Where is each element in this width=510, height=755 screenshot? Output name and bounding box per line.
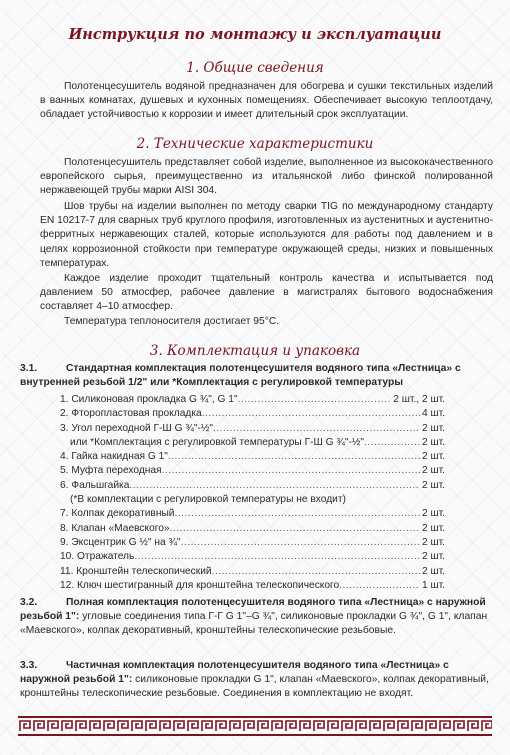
kit-item-quantity: 2 шт.	[421, 508, 445, 520]
kit-item-name: или *Комплектация с регулировкой температуры Г-Ш G ¾"-½"	[70, 436, 365, 448]
section-2-paragraph-2	[40, 200, 493, 271]
kit-item-quantity: 2 шт.	[421, 465, 445, 477]
section-2-paragraph-3	[40, 272, 493, 315]
kit-item-name: 5. Муфта переходная	[60, 465, 162, 477]
kit-item-leader-dots	[202, 407, 420, 421]
greek-key-border	[18, 716, 492, 736]
kit-item	[60, 393, 445, 407]
kit-item	[60, 550, 445, 564]
kit-item	[60, 507, 445, 521]
kit-item-leader-dots	[174, 507, 419, 521]
kit-item-leader-dots	[129, 479, 420, 493]
kit-item-leader-dots	[181, 536, 420, 550]
section-2-text-4: Температура теплоносителя достигает 95°С.	[64, 316, 280, 327]
kit-item	[60, 436, 445, 450]
kit-item-leader-dots	[168, 450, 420, 464]
kit-item-name: 9. Эксцентрик G ½" на ¾"	[60, 536, 181, 548]
subsection-3-3-title: Частичная комплектация полотенцесушителя водяного типа «Лестница» с наружной резьбой 1":	[20, 660, 449, 685]
kit-items-list	[60, 393, 445, 593]
kit-item-name: 2. Фторопластовая прокладка	[60, 408, 202, 420]
subsection-3-2-title: Полная комплектация полотенцесушителя водяного типа «Лестница» с наружной резьбой 1":	[20, 597, 486, 622]
kit-item-name: 10. Отражатель	[60, 551, 135, 563]
section-1-text: Полотенцесушитель водяной предназначен для обогрева и сушки текстильных изделий в ванных комнатах, душевых и кухонных помещениях. Обеспечивает высокую теплоотдачу, обладает устойчивостью к коррозии и имеет длительный срок эксплуатации.	[40, 81, 493, 121]
kit-item	[60, 536, 445, 550]
kit-item-quantity: 2 шт.	[421, 451, 445, 463]
kit-item-leader-dots	[364, 436, 420, 450]
kit-item	[60, 450, 445, 464]
kit-item-quantity: 4 шт.	[421, 408, 445, 420]
kit-item	[60, 493, 445, 507]
kit-item-leader-dots	[170, 522, 420, 536]
kit-item-name: 3. Угол переходной Г-Ш G ¾"-½"	[60, 422, 213, 434]
kit-item-name: 12. Ключ шестигранный для кронштейна телескопического	[60, 579, 340, 591]
subsection-3-3-number: 3.3.	[20, 660, 38, 671]
kit-item-quantity: 2 шт.	[421, 551, 445, 563]
kit-item	[60, 479, 445, 493]
subsection-3-1-number: 3.1.	[20, 363, 38, 374]
kit-item-quantity: 2 шт.	[421, 522, 445, 534]
section-2-text-1: Полотенцесушитель представляет собой изделие, выполненное из высококачественного европейского сырья, преимущественно из итальянской либо финской полированной нержавеющей трубы марки AISI 304.	[40, 157, 493, 197]
kit-item-name: 6. Фальшгайка	[60, 479, 130, 491]
kit-item-quantity: 2 шт.	[421, 422, 445, 434]
kit-item-quantity: 2 шт.	[421, 436, 445, 448]
kit-item-quantity: 2 шт.	[421, 479, 445, 491]
kit-item	[60, 407, 445, 421]
kit-item-leader-dots	[213, 422, 420, 436]
kit-item	[60, 565, 445, 579]
section-2-heading: 2. Технические характеристики	[136, 136, 374, 152]
document-title: Инструкция по монтажу и эксплуатации	[68, 26, 442, 43]
section-1-heading: 1. Общие сведения	[186, 60, 324, 76]
kit-item-name: (*В комплектации с регулировкой температуры не входит)	[70, 494, 346, 506]
kit-item	[60, 422, 445, 436]
kit-item-leader-dots	[212, 565, 420, 579]
subsection-3-1-title: Стандартная комплектация полотенцесушителя водяного типа «Лестница» с внутренней резьбой 1/2" или *Комплектация с регулировкой температуры	[20, 363, 461, 388]
section-2-text-3: Каждое изделие проходит тщательный контроль качества и испытывается под давлением 50 атмосфер, рабочее давление в магистралях бытового водоснабжения составляет 4–10 атмосфер.	[40, 273, 493, 313]
kit-item-name: 4. Гайка накидная G 1"	[60, 451, 168, 463]
subsection-3-3-text: силиконовые прокладки G 1", клапан «Маевского», колпак декоративный, кронштейны телескопические резьбовые. Соединения в комплектацию не входят.	[20, 674, 489, 699]
subsection-3-3	[20, 659, 493, 701]
section-2-paragraph-1	[40, 156, 493, 199]
subsection-3-2	[20, 596, 493, 638]
kit-item	[60, 464, 445, 478]
kit-item-name: 8. Клапан «Маевского»	[60, 522, 170, 534]
kit-item-name: 11. Кронштейн телескопический	[60, 565, 212, 577]
section-2-text-2: Шов трубы на изделии выполнен по методу сварки TIG по международному стандарту EN 10217-7 для сварных труб круглого профиля, изготовленных из аустенитных и аустенитно-ферритных нержавеющих сталей, которые используются для работы под давлением и в целях коррозионной стойкости при температуре окружающей среды, низких и повышенных температурах.	[40, 201, 494, 269]
section-1-paragraph	[40, 80, 493, 123]
kit-item-leader-dots	[238, 393, 392, 407]
section-3-heading: 3. Комплектация и упаковка	[149, 343, 361, 359]
kit-item-name: 7. Колпак декоративный	[60, 508, 175, 520]
kit-item-quantity: 2 шт., 2 шт.	[393, 394, 445, 405]
kit-item	[60, 579, 445, 593]
subsection-3-1	[20, 362, 493, 390]
kit-item-leader-dots	[162, 464, 420, 478]
kit-item	[60, 522, 445, 536]
subsection-3-2-text: угловые соединения типа Г-Г G 1"–G ¾", силиконовые прокладки G ¾", G 1", клапан «Маевского», колпак декоративный, кронштейны телескопические резьбовые.	[20, 611, 488, 636]
kit-item-leader-dots	[339, 579, 420, 593]
kit-item-name: 1. Силиконовая прокладка G ¾", G 1"	[60, 394, 238, 405]
kit-item-leader-dots	[134, 550, 420, 564]
subsection-3-2-number: 3.2.	[20, 597, 38, 608]
kit-item-quantity: 2 шт.	[421, 565, 445, 577]
kit-item-quantity: 1 шт.	[421, 579, 445, 591]
kit-item-quantity: 2 шт.	[421, 536, 445, 548]
section-2-paragraph-4	[40, 315, 493, 329]
